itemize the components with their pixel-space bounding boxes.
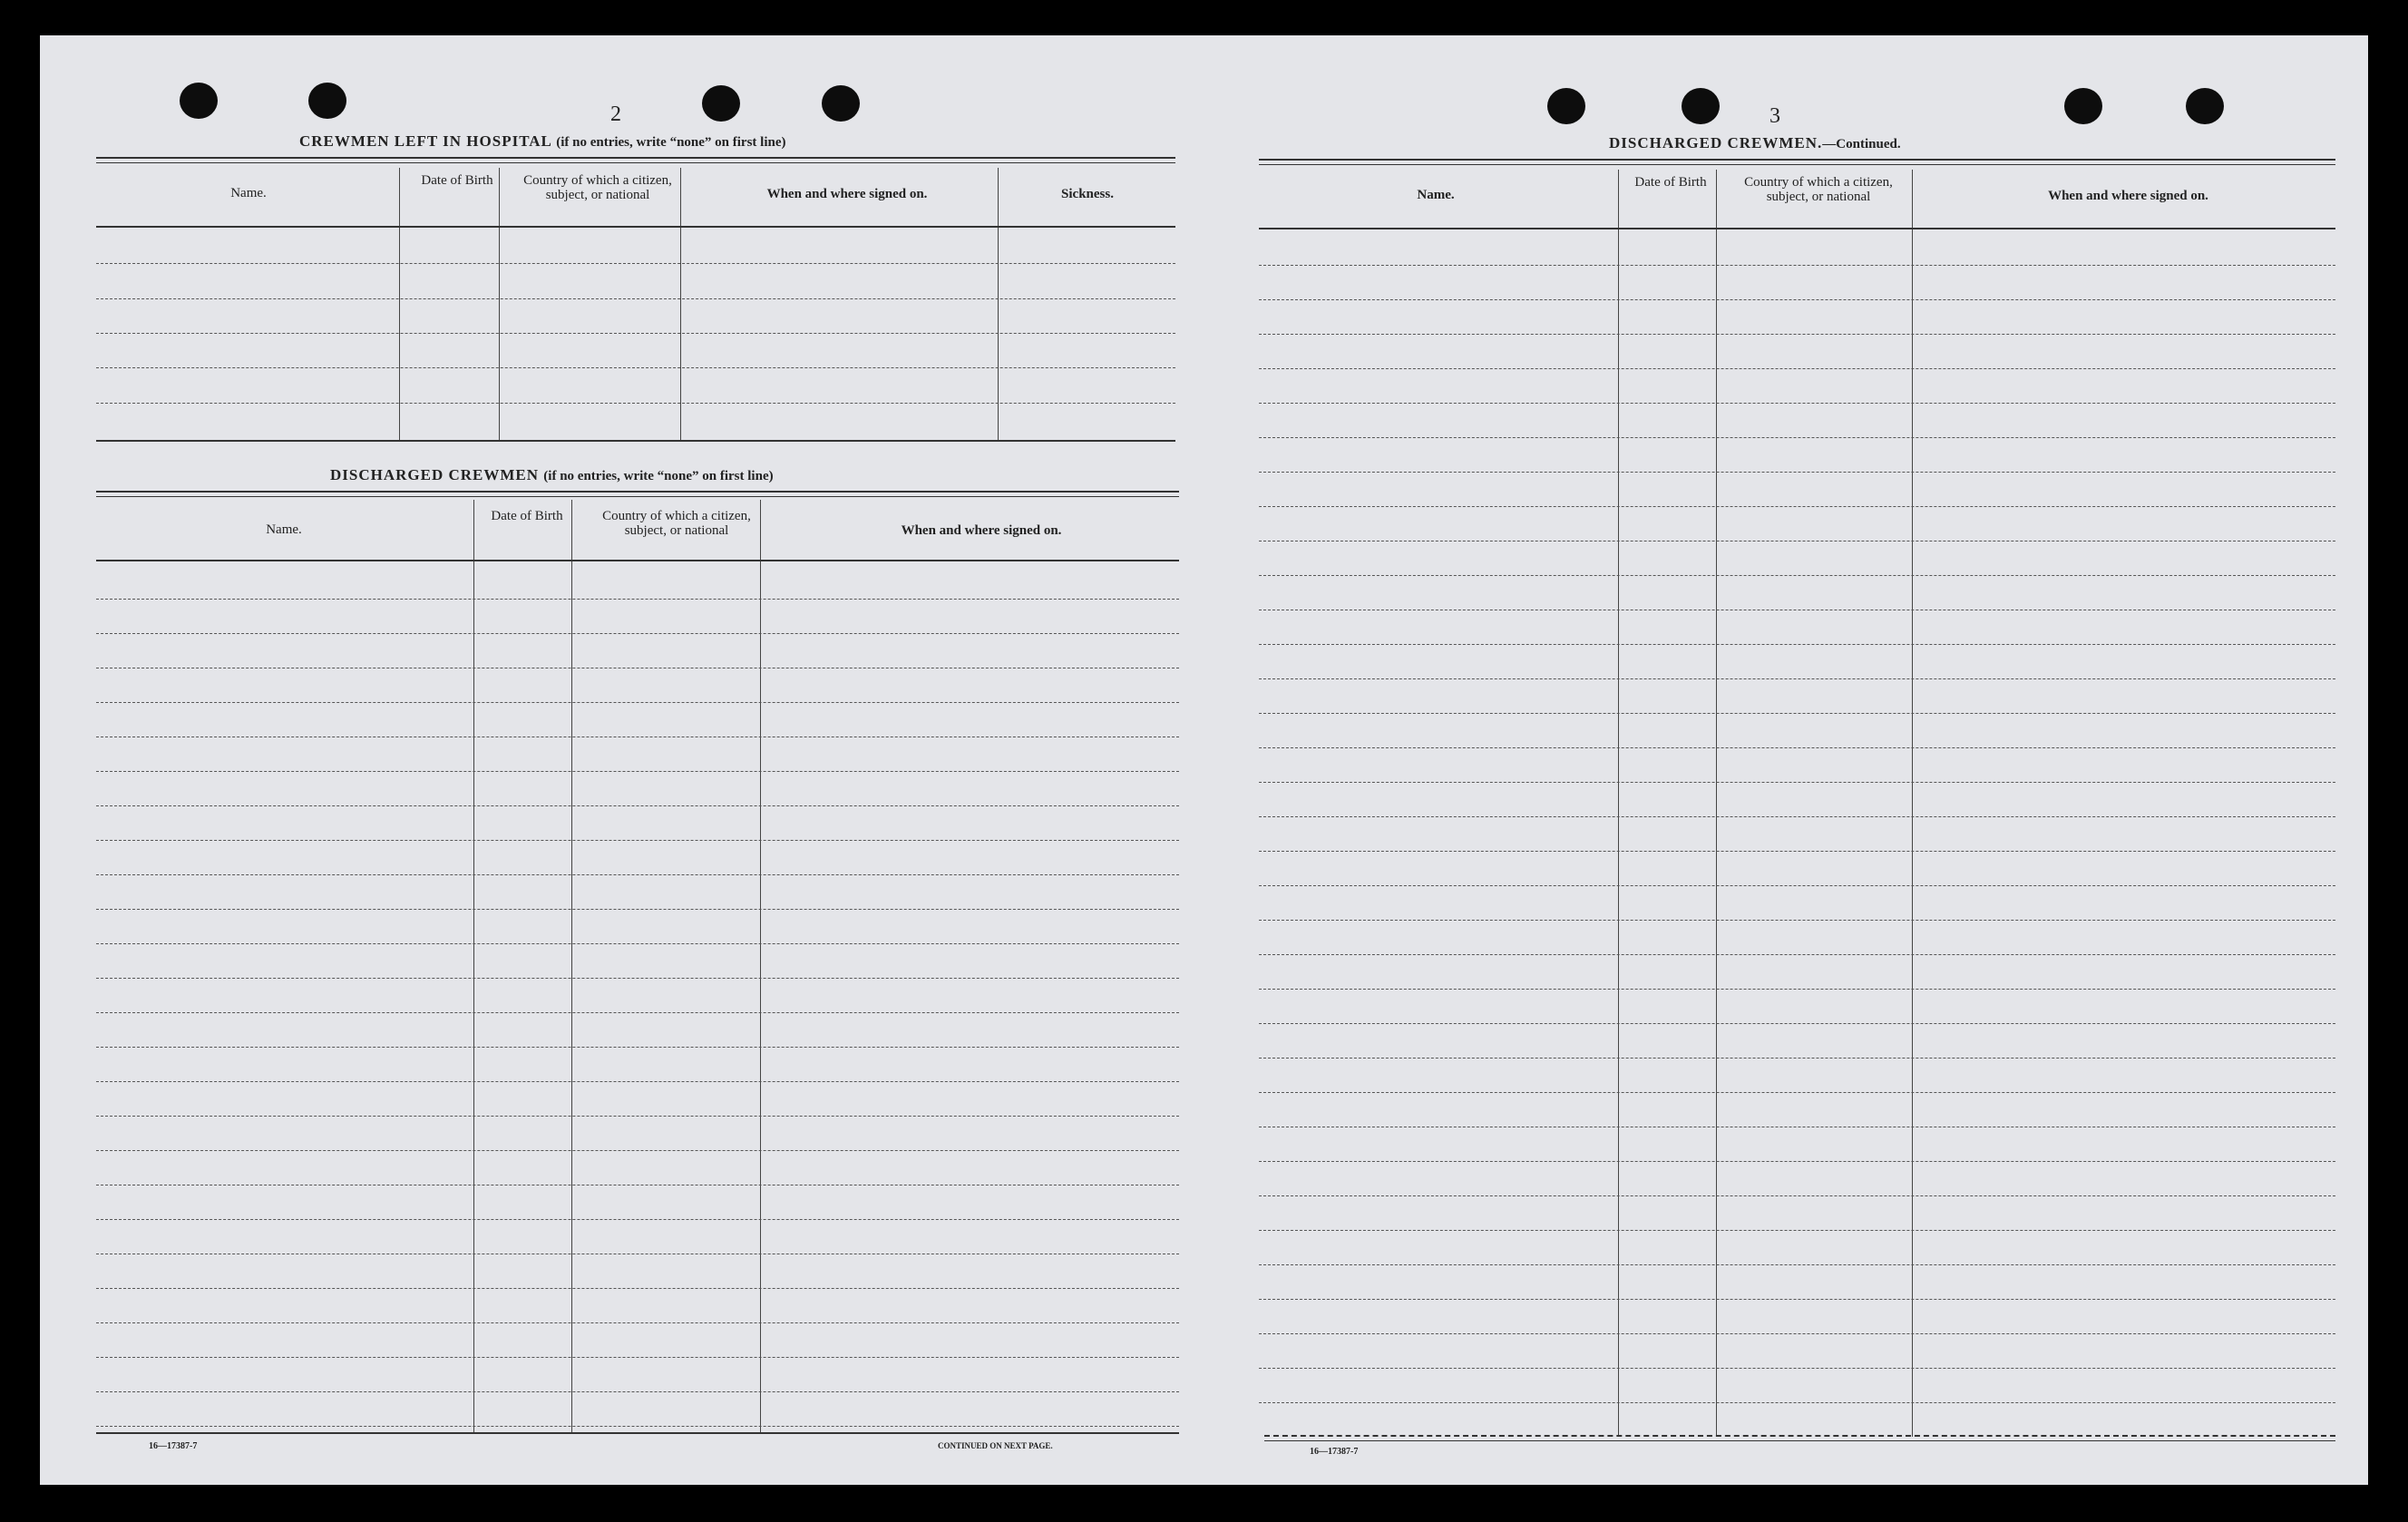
- ledger-sheet: [40, 35, 2368, 1485]
- entry-line: [1259, 506, 2335, 507]
- column-header-sickness: Sickness.: [1061, 187, 1114, 201]
- entry-line: [96, 1288, 1179, 1289]
- entry-line: [96, 333, 1175, 334]
- entry-line: [96, 1081, 1179, 1082]
- entry-line: [96, 943, 1179, 944]
- entry-line: [1259, 885, 2335, 886]
- entry-line: [1259, 954, 2335, 955]
- entry-line: [1259, 437, 2335, 438]
- column-header-country: Country of which a citizen, subject, or national: [602, 509, 751, 538]
- column-divider: [1618, 170, 1619, 1437]
- discharged-continued-title-text: DISCHARGED CREWMEN.: [1609, 134, 1823, 151]
- entry-line: [96, 805, 1179, 806]
- entry-line: [1259, 1058, 2335, 1059]
- discharged-continued-title: [1609, 134, 1901, 152]
- punch-hole: [2064, 88, 2102, 124]
- continued-note: CONTINUED ON NEXT PAGE.: [938, 1441, 1053, 1450]
- entry-line: [1259, 1299, 2335, 1300]
- entry-line: [96, 771, 1179, 772]
- column-divider: [571, 500, 572, 1432]
- entry-line: [96, 1219, 1179, 1220]
- hospital-title-note: (if no entries, write “none” on first line): [556, 135, 786, 150]
- column-header-when-where-signed: When and where signed on.: [766, 187, 928, 201]
- column-header-date-of-birth: Date of Birth: [421, 173, 493, 188]
- entry-line: [1259, 299, 2335, 300]
- entry-line: [96, 298, 1175, 299]
- entry-line: [96, 840, 1179, 841]
- page-number: 3: [1769, 104, 1780, 128]
- entry-line: [96, 1322, 1179, 1323]
- header-bottom-rule: [96, 226, 1175, 228]
- entry-line: [1259, 851, 2335, 852]
- entry-line: [1259, 1333, 2335, 1334]
- entry-line: [1259, 334, 2335, 335]
- entry-line: [1259, 1161, 2335, 1162]
- column-divider: [998, 168, 999, 440]
- column-header-name: Name.: [230, 186, 267, 200]
- entry-line: [96, 599, 1179, 600]
- entry-line: [1259, 747, 2335, 748]
- column-header-date-of-birth: Date of Birth: [1634, 175, 1707, 190]
- hospital-table-title: [299, 132, 786, 151]
- column-divider: [399, 168, 400, 440]
- form-number: 16—17387-7: [1310, 1447, 1359, 1457]
- column-divider: [473, 500, 474, 1432]
- table-top-rule: [1259, 159, 2335, 165]
- discharged-title-text: DISCHARGED CREWMEN: [330, 466, 540, 483]
- entry-line: [1259, 575, 2335, 576]
- table-bottom-rule: [96, 440, 1175, 442]
- entry-line: [1259, 403, 2335, 404]
- column-header-when-where-signed: When and where signed on.: [2048, 189, 2208, 203]
- entry-line: [1259, 1092, 2335, 1093]
- entry-line: [1259, 265, 2335, 266]
- entry-line: [96, 1391, 1179, 1392]
- punch-hole: [1547, 88, 1585, 124]
- column-header-country: Country of which a citizen, subject, or national: [1744, 175, 1893, 204]
- entry-line: [1259, 1195, 2335, 1196]
- entry-line: [96, 263, 1175, 264]
- entry-line: [1259, 368, 2335, 369]
- discharged-title-note: (if no entries, write “none” on first line): [543, 469, 774, 483]
- column-header-date-of-birth: Date of Birth: [491, 509, 563, 523]
- entry-line: [96, 1047, 1179, 1048]
- discharged-continued-note: —Continued.: [1822, 137, 1901, 151]
- column-header-when-where-signed: When and where signed on.: [901, 523, 1062, 538]
- entry-line: [96, 633, 1179, 634]
- column-header-country: Country of which a citizen, subject, or national: [523, 173, 672, 202]
- discharged-table-title: [330, 466, 774, 484]
- punch-hole: [180, 83, 218, 119]
- entry-line: [1259, 644, 2335, 645]
- punch-hole: [308, 83, 346, 119]
- hospital-title-text: CREWMEN LEFT IN HOSPITAL: [299, 132, 551, 150]
- column-header-name: Name.: [266, 522, 302, 537]
- entry-line: [1259, 1402, 2335, 1403]
- entry-line: [96, 367, 1175, 368]
- table-bottom-rule: [1264, 1435, 2335, 1441]
- entry-line: [96, 874, 1179, 875]
- punch-hole: [2186, 88, 2224, 124]
- header-bottom-rule: [96, 560, 1179, 561]
- column-divider: [760, 500, 761, 1432]
- column-header-name: Name.: [1417, 188, 1455, 202]
- page-number: 2: [610, 102, 621, 126]
- entry-line: [96, 1012, 1179, 1013]
- header-bottom-rule: [1259, 228, 2335, 229]
- entry-line: [96, 1426, 1179, 1427]
- entry-line: [96, 403, 1175, 404]
- column-divider: [1912, 170, 1913, 1437]
- entry-line: [1259, 713, 2335, 714]
- entry-line: [96, 1116, 1179, 1117]
- punch-hole: [1682, 88, 1720, 124]
- form-number: 16—17387-7: [149, 1441, 198, 1451]
- column-divider: [680, 168, 681, 440]
- entry-line: [1259, 472, 2335, 473]
- entry-line: [1259, 920, 2335, 921]
- entry-line: [1259, 1023, 2335, 1024]
- entry-line: [1259, 1230, 2335, 1231]
- punch-hole: [822, 85, 860, 122]
- entry-line: [96, 978, 1179, 979]
- entry-line: [96, 702, 1179, 703]
- column-divider: [499, 168, 500, 440]
- entry-line: [96, 1357, 1179, 1358]
- entry-line: [96, 909, 1179, 910]
- entry-line: [96, 1150, 1179, 1151]
- entry-line: [1259, 989, 2335, 990]
- column-divider: [1716, 170, 1717, 1437]
- entry-line: [1259, 1368, 2335, 1369]
- entry-line: [1259, 1264, 2335, 1265]
- entry-line: [1259, 782, 2335, 783]
- entry-line: [1259, 678, 2335, 679]
- table-bottom-rule: [96, 1432, 1179, 1434]
- table-top-rule: [96, 157, 1175, 163]
- entry-line: [1259, 816, 2335, 817]
- punch-hole: [702, 85, 740, 122]
- table-top-rule: [96, 491, 1179, 497]
